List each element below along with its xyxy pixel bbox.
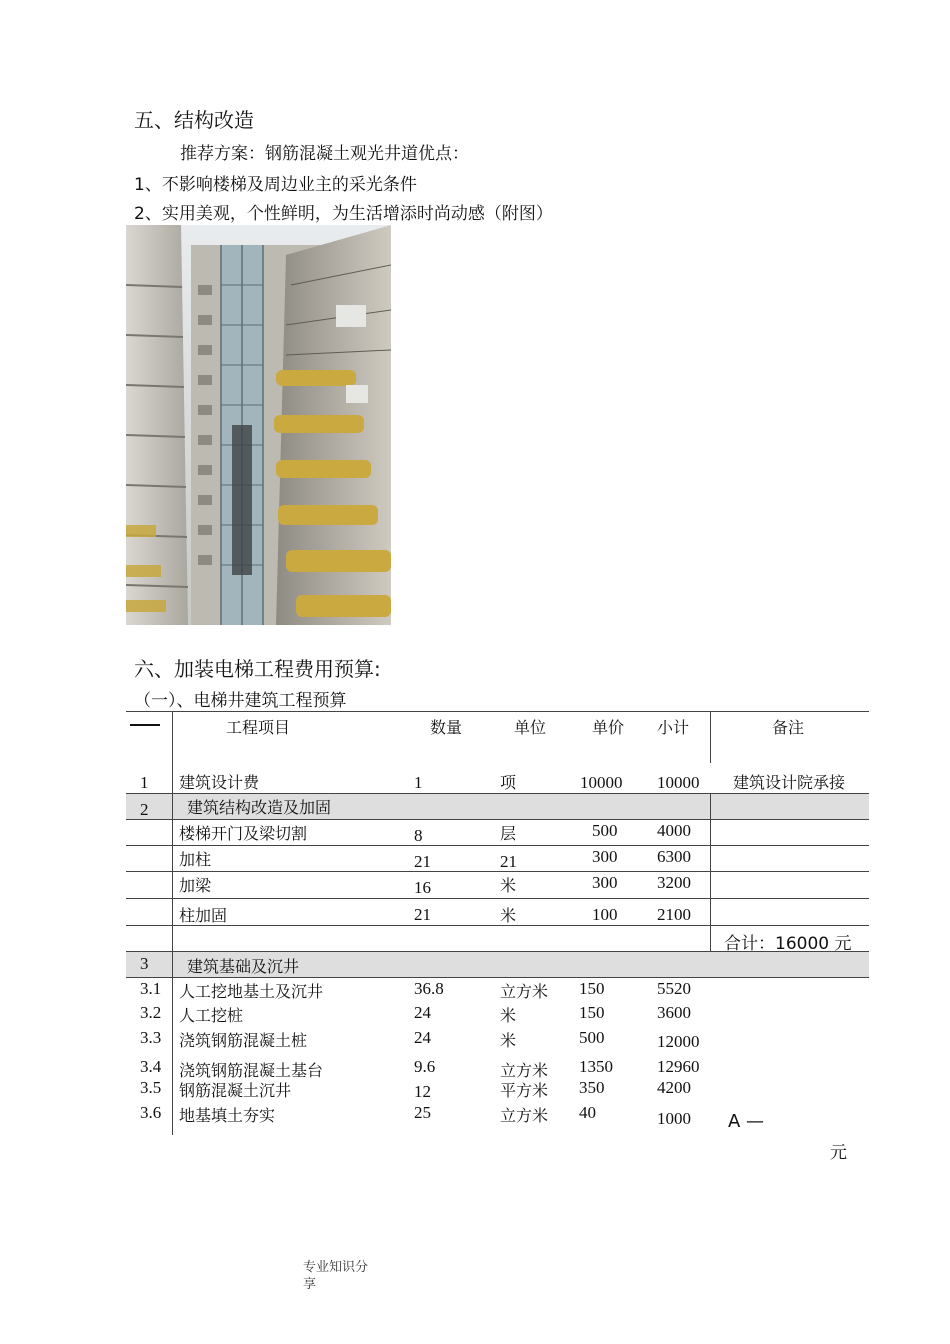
row-item: 加柱 xyxy=(179,850,212,869)
row-qty: 12 xyxy=(414,1082,431,1101)
row-unit: 米 xyxy=(500,906,517,925)
row-subtotal: 12960 xyxy=(657,1057,700,1076)
footer-line-2: 享 xyxy=(303,1276,317,1291)
row-subtotal: 1000 xyxy=(657,1109,691,1128)
trailing-unit: 元 xyxy=(830,1143,847,1163)
section6-subtitle: （一）、电梯井建筑工程预算 xyxy=(134,691,347,711)
row-subtotal: 12000 xyxy=(657,1032,700,1051)
row-qty: 9.6 xyxy=(414,1057,436,1076)
row-no: 3.6 xyxy=(140,1103,162,1122)
row-subtotal: 10000 xyxy=(657,773,700,792)
header-remark: 备注 xyxy=(772,718,805,737)
row-subtotal: 3600 xyxy=(657,1003,691,1022)
row-subtotal: 5520 xyxy=(657,979,691,998)
row-price: 350 xyxy=(579,1078,605,1097)
row-unit: 层 xyxy=(500,824,517,843)
row-price: 40 xyxy=(579,1103,596,1122)
row-qty: 21 xyxy=(414,852,431,871)
section6-title: 六、加装电梯工程费用预算: xyxy=(134,657,381,681)
header-subtotal: 小计 xyxy=(657,718,690,737)
row-unit: 立方米 xyxy=(500,982,549,1001)
row-unit: 项 xyxy=(500,773,517,792)
row-price: 1350 xyxy=(579,1057,613,1076)
row-no: 1 xyxy=(140,773,149,792)
advantage-1: 1、不影响楼梯及周边业主的采光条件 xyxy=(134,175,417,195)
row-unit: 平方米 xyxy=(500,1081,549,1100)
table-top-border xyxy=(126,711,869,712)
row-qty: 16 xyxy=(414,878,431,897)
row-subtotal: 4200 xyxy=(657,1078,691,1097)
row-unit: 21 xyxy=(500,852,517,871)
row-price: 500 xyxy=(592,821,618,840)
row-no: 3 xyxy=(140,954,149,973)
row-unit: 立方米 xyxy=(500,1061,549,1080)
row-qty: 8 xyxy=(414,826,423,845)
row-subtotal: 6300 xyxy=(657,847,691,866)
row-divider xyxy=(126,819,869,820)
row-unit: 米 xyxy=(500,1006,517,1025)
footer-line-1: 专业知识分 xyxy=(303,1259,369,1274)
column-divider xyxy=(710,711,711,763)
row-no: 3.5 xyxy=(140,1078,162,1097)
dash-mark xyxy=(130,724,160,726)
row-item: 人工挖地基土及沉井 xyxy=(179,982,324,1001)
row-qty: 24 xyxy=(414,1003,431,1022)
column-divider xyxy=(172,711,173,1135)
advantage-2: 2、实用美观，个性鲜明，为生活增添时尚动感（附图） xyxy=(134,204,553,224)
budget-table xyxy=(126,711,869,1141)
row-item: 建筑基础及沉井 xyxy=(187,957,300,976)
row-no: 3.3 xyxy=(140,1028,162,1047)
row-item: 钢筋混凝土沉井 xyxy=(179,1081,292,1100)
row-item: 浇筑钢筋混凝土基台 xyxy=(179,1061,324,1080)
row-remark: A — xyxy=(728,1111,765,1132)
row-price: 150 xyxy=(579,979,605,998)
row-item: 人工挖桩 xyxy=(179,1006,244,1025)
row-no: 3.2 xyxy=(140,1003,162,1022)
row-divider xyxy=(126,793,869,794)
row-divider xyxy=(126,845,869,846)
header-price: 单价 xyxy=(592,718,625,737)
row-qty: 24 xyxy=(414,1028,431,1047)
row-subtotal: 4000 xyxy=(657,821,691,840)
row-no: 3.4 xyxy=(140,1057,162,1076)
row-price: 100 xyxy=(592,905,618,924)
row-divider xyxy=(126,871,869,872)
row-price: 10000 xyxy=(580,773,623,792)
elevator-shaft-illustration xyxy=(126,225,391,625)
row-qty: 21 xyxy=(414,905,431,924)
row-price: 150 xyxy=(579,1003,605,1022)
section-total: 合计：16000 元 xyxy=(724,934,852,954)
row-item: 浇筑钢筋混凝土桩 xyxy=(179,1031,308,1050)
row-item: 地基填土夯实 xyxy=(179,1106,276,1125)
row-item: 楼梯开门及梁切割 xyxy=(179,824,308,843)
column-divider xyxy=(710,793,711,951)
row-unit: 米 xyxy=(500,1031,517,1050)
row-price: 300 xyxy=(592,873,618,892)
row-price: 300 xyxy=(592,847,618,866)
recommendation-text: 推荐方案：钢筋混凝土观光井道优点： xyxy=(180,144,469,164)
row-qty: 1 xyxy=(414,773,423,792)
row-item: 建筑设计费 xyxy=(179,773,260,792)
row-item: 建筑结构改造及加固 xyxy=(187,798,332,817)
row-subtotal: 3200 xyxy=(657,873,691,892)
row-unit: 米 xyxy=(500,876,517,895)
row-no: 2 xyxy=(140,800,149,819)
row-divider xyxy=(126,898,869,899)
section5-title: 五、结构改造 xyxy=(134,108,254,132)
row-subtotal: 2100 xyxy=(657,905,691,924)
row-unit: 立方米 xyxy=(500,1106,549,1125)
row-no: 3.1 xyxy=(140,979,162,998)
header-item: 工程项目 xyxy=(226,718,291,737)
row-price: 500 xyxy=(579,1028,605,1047)
header-unit: 单位 xyxy=(514,718,547,737)
row-item: 柱加固 xyxy=(179,906,228,925)
row-qty: 25 xyxy=(414,1103,431,1122)
elevator-shaft-photo xyxy=(126,225,391,625)
row-remark: 建筑设计院承接 xyxy=(733,773,846,792)
header-qty: 数量 xyxy=(430,718,463,737)
row-qty: 36.8 xyxy=(414,979,444,998)
row-divider xyxy=(126,977,869,978)
row-item: 加梁 xyxy=(179,876,212,895)
row-divider xyxy=(126,925,869,926)
